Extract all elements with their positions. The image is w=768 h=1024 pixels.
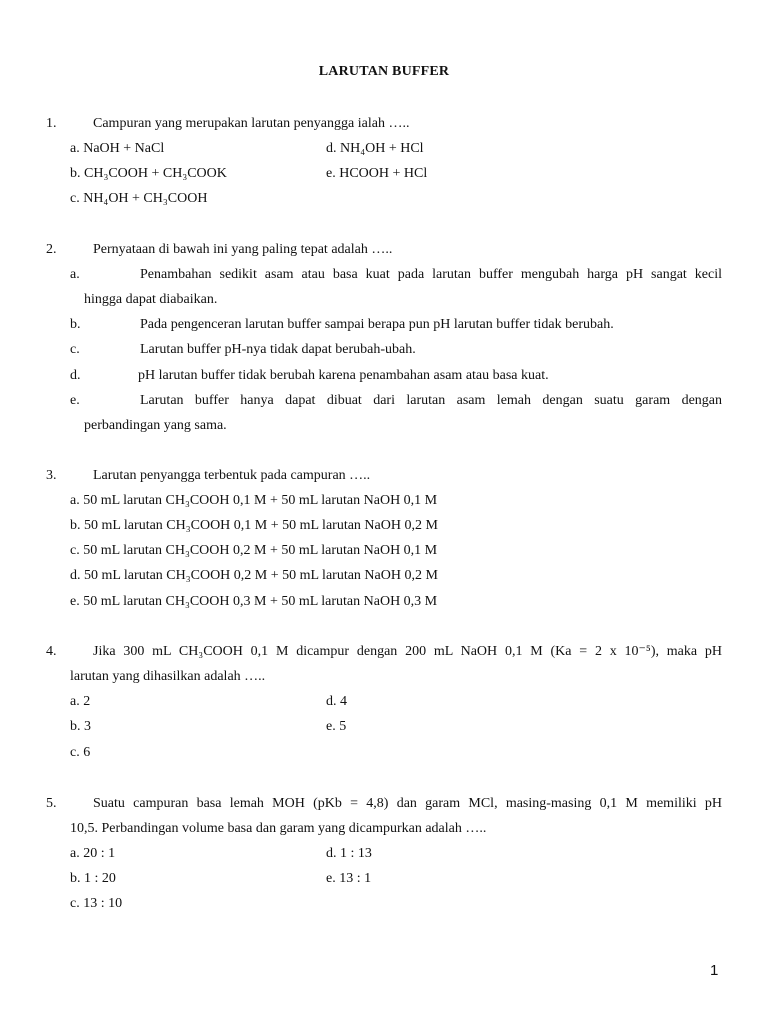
- question-5-option-a: a. 20 : 1: [70, 846, 116, 861]
- question-2-option-b-label: b.: [70, 317, 81, 332]
- question-5-option-b: b. 1 : 20: [70, 871, 116, 886]
- question-4-option-d: d. 4: [326, 694, 347, 709]
- question-3-option-b: b. 50 mL larutan CH₃COOH 0,1 M + 50 mL larutan NaOH 0,2 M: [70, 518, 438, 533]
- question-4-number: 4.: [46, 644, 57, 659]
- question-4-option-c: c. 6: [70, 745, 91, 760]
- question-3-option-a: a. 50 mL larutan CH₃COOH 0,1 M + 50 mL larutan NaOH 0,1 M: [70, 493, 438, 508]
- question-1-stem: Campuran yang merupakan larutan penyangga ialah …..: [93, 116, 410, 131]
- question-1-option-d: d. NH₄OH + HCl: [326, 141, 424, 156]
- question-4-option-e: e. 5: [326, 719, 347, 734]
- question-3-option-c: c. 50 mL larutan CH₃COOH 0,2 M + 50 mL larutan NaOH 0,1 M: [70, 543, 438, 558]
- question-4-option-b: b. 3: [70, 719, 91, 734]
- question-5-stem-line1: Suatu campuran basa lemah MOH (pKb = 4,8) dan garam MCl, masing-masing 0,1 M memiliki pH: [93, 796, 722, 811]
- question-2-option-b: Pada pengenceran larutan buffer sampai berapa pun pH larutan buffer tidak berubah.: [140, 317, 614, 332]
- question-4-stem-line2: larutan yang dihasilkan adalah …..: [70, 669, 266, 684]
- question-1-number: 1.: [46, 116, 57, 131]
- question-4-option-a: a. 2: [70, 694, 91, 709]
- question-2-option-c-label: c.: [70, 342, 80, 357]
- question-1-option-e: e. HCOOH + HCl: [326, 166, 428, 181]
- question-5-option-c: c. 13 : 10: [70, 896, 123, 911]
- question-5-option-e: e. 13 : 1: [326, 871, 372, 886]
- question-2-option-a-line1: Penambahan sedikit asam atau basa kuat pada larutan buffer mengubah harga pH sangat kecil: [140, 267, 722, 282]
- question-3-option-d: d. 50 mL larutan CH₃COOH 0,2 M + 50 mL larutan NaOH 0,2 M: [70, 568, 438, 583]
- question-5-option-d: d. 1 : 13: [326, 846, 372, 861]
- question-2-option-c: Larutan buffer pH-nya tidak dapat berubah-ubah.: [140, 342, 416, 357]
- question-2-option-e-label: e.: [70, 393, 80, 408]
- question-2-option-a-line2: hingga dapat diabaikan.: [84, 292, 218, 307]
- question-1-option-c: c. NH₄OH + CH₃COOH: [70, 191, 208, 206]
- question-2-option-e-line2: perbandingan yang sama.: [84, 418, 227, 433]
- question-3-stem: Larutan penyangga terbentuk pada campuran …..: [93, 468, 371, 483]
- question-2-option-a-label: a.: [70, 267, 80, 282]
- document-title: LARUTAN BUFFER: [318, 64, 450, 79]
- question-1-option-b: b. CH₃COOH + CH₃COOK: [70, 166, 227, 181]
- question-5-number: 5.: [46, 796, 57, 811]
- question-5-stem-line2: 10,5. Perbandingan volume basa dan garam yang dicampurkan adalah …..: [70, 821, 487, 836]
- question-2-option-e-line1: Larutan buffer hanya dapat dibuat dari larutan asam lemah dengan suatu garam dengan: [140, 393, 722, 408]
- question-2-option-d: pH larutan buffer tidak berubah karena penambahan asam atau basa kuat.: [138, 368, 549, 383]
- question-3-number: 3.: [46, 468, 57, 483]
- page-number: 1: [710, 962, 719, 979]
- question-2-option-d-label: d.: [70, 368, 81, 383]
- question-4-stem-line1: Jika 300 mL CH₃COOH 0,1 M dicampur dengan 200 mL NaOH 0,1 M (Ka = 2 x 10⁻⁵), maka pH: [93, 644, 722, 659]
- question-1-option-a: a. NaOH + NaCl: [70, 141, 165, 156]
- question-2-stem: Pernyataan di bawah ini yang paling tepat adalah …..: [93, 242, 393, 257]
- question-3-option-e: e. 50 mL larutan CH₃COOH 0,3 M + 50 mL larutan NaOH 0,3 M: [70, 594, 438, 609]
- question-2-number: 2.: [46, 242, 57, 257]
